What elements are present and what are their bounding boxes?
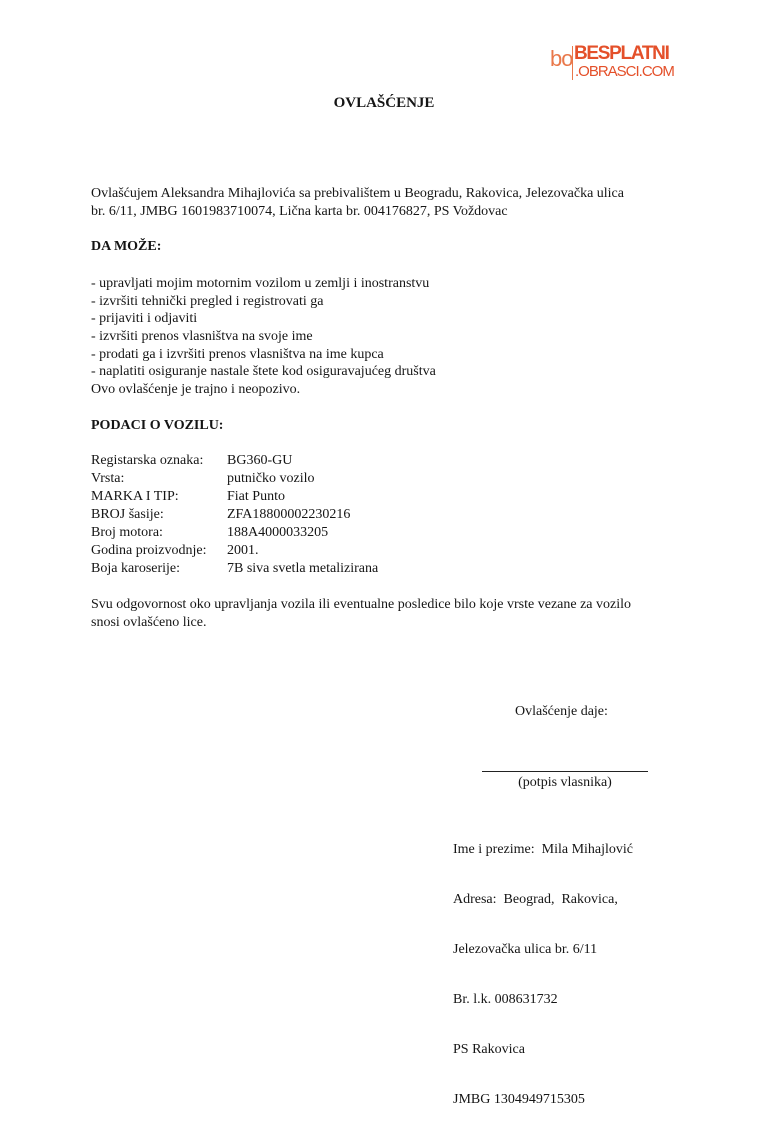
vehicle-label: Broj motora: bbox=[91, 525, 163, 540]
vehicle-label: Registarska oznaka: bbox=[91, 453, 204, 468]
signature-line bbox=[482, 771, 648, 772]
issuer-label: Ovlašćenje daje: bbox=[515, 704, 608, 719]
vehicle-label: BROJ šasije: bbox=[91, 507, 164, 522]
vehicle-value: ZFA18800002230216 bbox=[227, 507, 351, 522]
document-title: OVLAŠĆENJE bbox=[333, 95, 435, 111]
vehicle-row bbox=[91, 542, 378, 560]
vehicle-label: Boja karoserije: bbox=[91, 561, 181, 576]
owner-line: Adresa: Beograd, Rakovica, bbox=[453, 892, 618, 907]
permission-item: - prodati ga i izvršiti prenos vlasništva na ime kupca bbox=[91, 346, 384, 362]
logo-prefix: bo bbox=[550, 46, 573, 71]
owner-line: Jelezovačka ulica br. 6/11 bbox=[453, 942, 598, 957]
vehicle-label: Vrsta: bbox=[91, 471, 125, 486]
liability-line: snosi ovlašćeno lice. bbox=[91, 615, 207, 630]
owner-line: JMBG 1304949715305 bbox=[453, 1092, 585, 1107]
vehicle-row bbox=[91, 524, 378, 542]
signature-caption: (potpis vlasnika) bbox=[518, 775, 612, 790]
validity-statement: Ovo ovlašćenje je trajno i neopozivo. bbox=[91, 382, 301, 398]
logo bbox=[550, 42, 682, 84]
permission-item: - upravljati mojim motornim vozilom u zemlji i inostranstvu bbox=[91, 276, 430, 291]
permissions-heading: DA MOŽE: bbox=[91, 239, 162, 254]
logo-divider bbox=[572, 46, 573, 80]
vehicle-row bbox=[91, 506, 378, 524]
vehicle-heading: PODACI O VOZILU: bbox=[91, 418, 224, 433]
intro-paragraph bbox=[91, 185, 624, 221]
vehicle-table bbox=[91, 452, 378, 578]
intro-line: br. 6/11, JMBG 1601983710074, Lična karta br. 004176827, PS Voždovac bbox=[91, 204, 508, 219]
vehicle-value: Fiat Punto bbox=[227, 489, 285, 504]
vehicle-value: 188A4000033205 bbox=[227, 525, 329, 540]
permission-item: - izvršiti prenos vlasništva na svoje ime bbox=[91, 329, 313, 345]
vehicle-row bbox=[91, 470, 378, 488]
vehicle-row bbox=[91, 488, 378, 506]
permission-item: - naplatiti osiguranje nastale štete kod osiguravajućeg društva bbox=[91, 364, 436, 380]
permission-item: - izvršiti tehnički pregled i registrovati ga bbox=[91, 293, 324, 309]
liability-paragraph bbox=[91, 596, 631, 632]
vehicle-row bbox=[91, 560, 378, 578]
intro-line: Ovlašćujem Aleksandra Mihajlovića sa prebivalištem u Beogradu, Rakovica, Jelezovačka ulica bbox=[91, 186, 624, 201]
vehicle-row bbox=[91, 452, 378, 470]
vehicle-label: MARKA I TIP: bbox=[91, 489, 179, 504]
vehicle-value: 2001. bbox=[227, 543, 259, 558]
logo-subtitle: .OBRASCI.COM bbox=[575, 63, 674, 80]
vehicle-value: BG360-GU bbox=[227, 453, 293, 468]
vehicle-value: putničko vozilo bbox=[227, 471, 315, 486]
vehicle-label: Godina proizvodnje: bbox=[91, 543, 207, 558]
vehicle-value: 7B siva svetla metalizirana bbox=[227, 561, 379, 576]
owner-line: Br. l.k. 008631732 bbox=[453, 992, 558, 1007]
owner-line: Ime i prezime: Mila Mihajlović bbox=[453, 842, 634, 857]
permissions-list bbox=[91, 275, 436, 399]
logo-brand: BESPLATNI bbox=[574, 43, 669, 64]
liability-line: Svu odgovornost oko upravljanja vozila ili eventualne posledice bilo koje vrste vezane za vozilo bbox=[91, 597, 632, 612]
permission-item: - prijaviti i odjaviti bbox=[91, 311, 198, 327]
owner-details bbox=[453, 809, 633, 1125]
owner-line: PS Rakovica bbox=[453, 1042, 525, 1057]
